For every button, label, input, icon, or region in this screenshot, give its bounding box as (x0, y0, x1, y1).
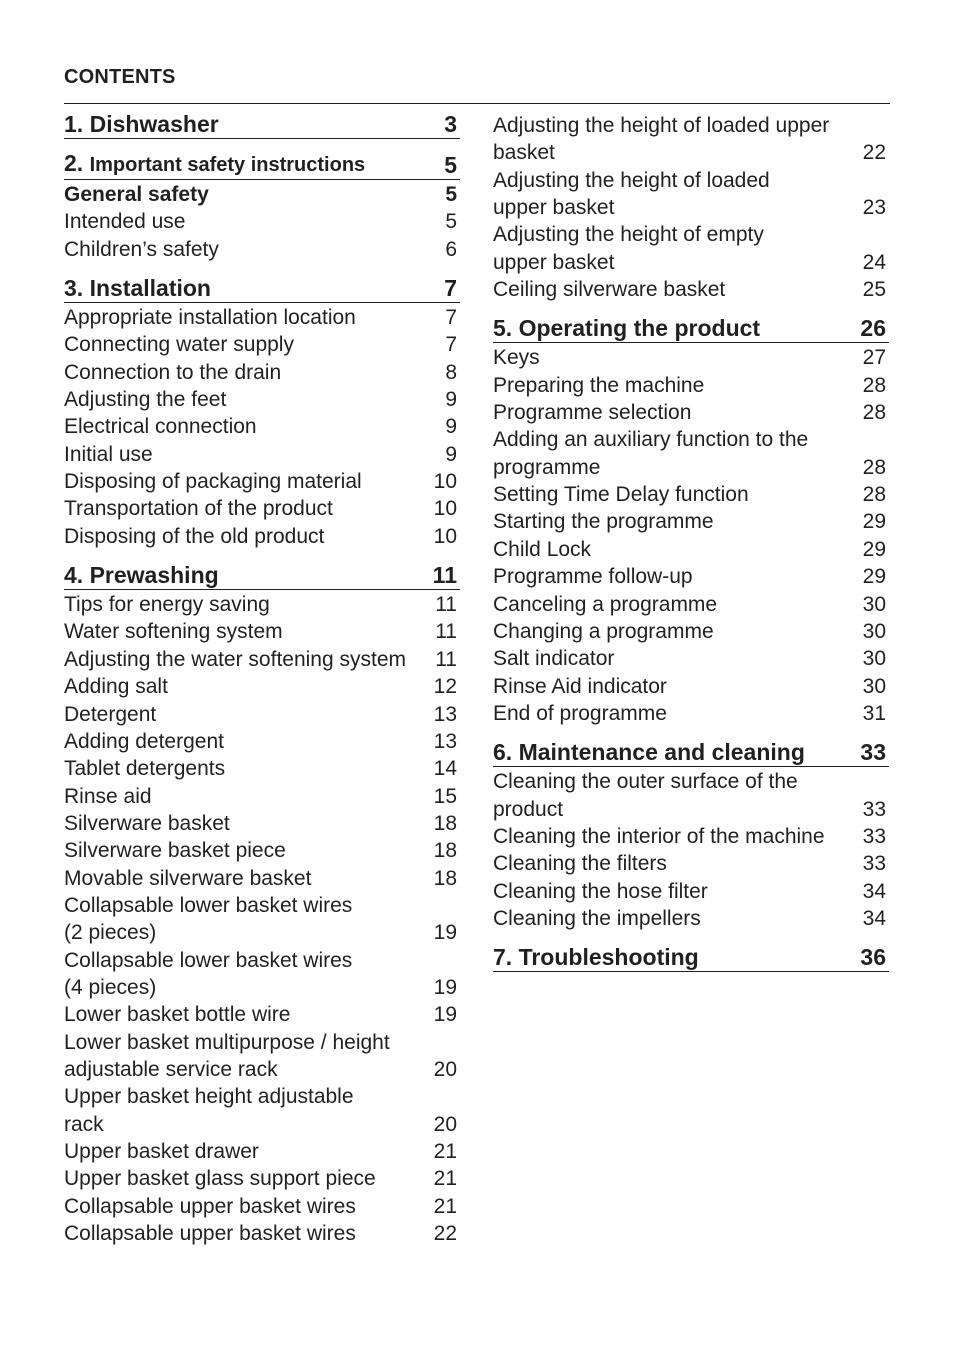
toc-entry-page: 9 (445, 388, 457, 412)
toc-entry[interactable] (64, 646, 460, 673)
toc-entry-page: 25 (862, 278, 886, 302)
section-page-number: 33 (860, 739, 886, 766)
section-title (64, 562, 219, 589)
toc-entry-page: 18 (433, 811, 457, 835)
toc-entry[interactable] (493, 426, 889, 481)
toc-entry[interactable] (64, 755, 460, 782)
toc-entry-title: Keys (493, 346, 540, 370)
toc-entry[interactable] (493, 563, 889, 590)
toc-entry[interactable] (64, 783, 460, 810)
toc-entry[interactable] (64, 304, 460, 331)
section-title-text: Dishwasher (89, 111, 219, 137)
section-title-text: Important safety instructions (89, 154, 366, 176)
toc-entry-page: 12 (433, 675, 457, 699)
toc-entry-title: Upper basket glass support piece (64, 1167, 376, 1191)
toc-entry[interactable] (64, 837, 460, 864)
toc-entry-title: Rinse Aid indicator (493, 674, 667, 698)
toc-entry-page: 5 (445, 183, 457, 206)
section-page-number: 26 (860, 315, 886, 342)
toc-section (64, 275, 460, 550)
toc-entry-title: Collapsable lower basket wires (4 pieces) (64, 948, 353, 999)
toc-entry-title: Ceiling silverware basket (493, 278, 726, 302)
toc-entry[interactable] (64, 413, 460, 440)
toc-entry-title: Upper basket height adjustable rack (64, 1085, 354, 1136)
toc-entry-title: Starting the programme (493, 510, 714, 534)
toc-entry-page: 19 (433, 1003, 457, 1027)
toc-entry-page: 14 (433, 757, 457, 781)
toc-entry-title: Disposing of packaging material (64, 470, 362, 494)
toc-entry-title: Cleaning the impellers (493, 906, 701, 930)
toc-section (493, 739, 889, 932)
toc-entry-title: Tablet detergents (64, 757, 226, 781)
section-heading[interactable] (493, 739, 889, 767)
section-number: 3. (64, 275, 84, 302)
toc-entry-title: Transportation of the product (64, 497, 333, 521)
toc-entry-title: End of programme (493, 701, 667, 725)
toc-entry[interactable] (493, 618, 889, 645)
toc-entry-page: 19 (433, 921, 457, 945)
toc-entry-title: Collapsable lower basket wires (2 pieces) (64, 893, 353, 945)
toc-entry[interactable] (64, 468, 460, 495)
toc-entry[interactable] (64, 865, 460, 892)
toc-entry-page: 22 (433, 1222, 457, 1246)
toc-entry-title: Adjusting the water softening system (64, 647, 407, 671)
toc-entry-page: 28 (862, 401, 886, 425)
toc-entry[interactable] (64, 1193, 460, 1220)
toc-entry-page: 30 (862, 647, 886, 671)
toc-entry-title: Canceling a programme (493, 592, 718, 616)
toc-entry-page: 22 (862, 141, 886, 165)
toc-entry-page: 9 (445, 442, 457, 466)
toc-entry-page: 21 (433, 1167, 457, 1191)
toc-entry-title: General safety (64, 183, 209, 206)
section-title (493, 739, 805, 766)
toc-entry[interactable] (64, 1138, 460, 1165)
toc-entry[interactable] (493, 645, 889, 672)
section-heading[interactable] (493, 944, 889, 972)
toc-section (493, 112, 889, 303)
toc-section (493, 315, 889, 727)
section-number: 1. (64, 111, 84, 137)
toc-entry-title: Collapsable upper basket wires (64, 1194, 356, 1218)
toc-entry-page: 33 (862, 852, 886, 876)
toc-entry[interactable] (64, 1220, 460, 1247)
toc-entry[interactable] (64, 331, 460, 358)
toc-entry-title: Water softening system (64, 620, 283, 644)
toc-entry-page: 15 (433, 784, 457, 808)
section-title (64, 150, 365, 179)
toc-entry[interactable] (64, 236, 460, 263)
toc-entry-title: Collapsable upper basket wires (64, 1222, 356, 1246)
section-number: 5. (493, 315, 513, 342)
toc-entry[interactable] (64, 673, 460, 700)
toc-item-list (64, 591, 460, 1247)
toc-entry-page: 34 (862, 879, 886, 903)
toc-column-right (493, 111, 889, 984)
toc-entry-page: 7 (445, 306, 457, 330)
toc-entry-page: 5 (445, 210, 457, 234)
toc-entry-title: Adding salt (64, 675, 168, 699)
toc-entry[interactable] (493, 823, 889, 850)
toc-entry-title: Disposing of the old product (64, 524, 325, 548)
toc-entry-page: 20 (433, 1057, 457, 1081)
toc-entry[interactable] (493, 878, 889, 905)
toc-entry-page: 33 (862, 824, 886, 848)
toc-entry-title: Adding an auxiliary function to the programme (493, 428, 809, 479)
toc-entry-title: Child Lock (493, 537, 592, 561)
section-title (493, 944, 699, 971)
section-title (64, 111, 219, 138)
toc-entry[interactable] (493, 673, 889, 700)
toc-entry-page: 29 (862, 510, 886, 534)
toc-entry[interactable] (64, 591, 460, 618)
toc-entry-title: Connection to the drain (64, 360, 282, 384)
section-heading[interactable] (64, 562, 460, 590)
toc-entry[interactable] (64, 386, 460, 413)
toc-entry-title: Adjusting the feet (64, 388, 227, 412)
toc-entry[interactable] (64, 810, 460, 837)
toc-entry-title: Connecting water supply (64, 333, 294, 357)
section-heading[interactable] (493, 315, 889, 343)
toc-entry-title: Cleaning the outer surface of the product (493, 770, 798, 821)
toc-entry-title: Silverware basket piece (64, 839, 286, 863)
toc-entry-page: 11 (435, 593, 457, 617)
toc-entry-page: 28 (862, 373, 886, 397)
toc-entry[interactable] (493, 276, 889, 303)
toc-entry-page: 23 (862, 196, 886, 220)
toc-entry-title: Cleaning the filters (493, 852, 667, 876)
toc-entry[interactable] (64, 728, 460, 755)
toc-entry[interactable] (493, 700, 889, 727)
section-title-text: Maintenance and cleaning (518, 739, 805, 766)
toc-entry-page: 13 (433, 729, 457, 753)
toc-item-list (493, 344, 889, 727)
section-page-number: 36 (860, 944, 886, 971)
toc-entry[interactable] (493, 768, 889, 823)
toc-entry[interactable] (493, 399, 889, 426)
toc-entry-page: 30 (862, 619, 886, 643)
toc-entry-title: Initial use (64, 442, 153, 466)
toc-entry-page: 33 (862, 797, 886, 821)
section-title-text: Troubleshooting (518, 944, 699, 971)
section-title (64, 275, 211, 302)
toc-item-list (493, 112, 889, 303)
toc-entry[interactable] (64, 618, 460, 645)
toc-entry-page: 19 (433, 975, 457, 999)
toc-entry[interactable] (493, 221, 889, 276)
toc-entry-page: 8 (445, 360, 457, 384)
toc-entry[interactable] (493, 372, 889, 399)
toc-entry[interactable] (64, 701, 460, 728)
toc-entry-page: 21 (433, 1194, 457, 1218)
toc-entry[interactable] (493, 905, 889, 932)
toc-entry-title: Lower basket bottle wire (64, 1003, 291, 1027)
section-heading[interactable] (64, 111, 460, 139)
toc-entry-title: Setting Time Delay function (493, 483, 749, 507)
toc-entry[interactable] (493, 508, 889, 535)
toc-entry-title: Lower basket multipurpose / height adjustable service rack (64, 1030, 390, 1081)
toc-entry-title: Cleaning the hose filter (493, 879, 708, 903)
toc-entry-title: Adjusting the height of loaded upper basket (493, 114, 830, 165)
toc-entry-title: Electrical connection (64, 415, 257, 439)
toc-entry[interactable] (64, 1165, 460, 1192)
toc-entry-page: 30 (862, 592, 886, 616)
toc-entry-page: 18 (433, 866, 457, 890)
toc-entry-title: Children’s safety (64, 237, 219, 261)
divider (64, 103, 890, 104)
toc-entry-page: 20 (433, 1112, 457, 1136)
section-number: 4. (64, 562, 84, 589)
toc-section (64, 562, 460, 1247)
section-page-number: 5 (444, 152, 457, 178)
toc-entry[interactable] (493, 536, 889, 563)
toc-entry-title: Adding detergent (64, 729, 224, 753)
toc-entry[interactable] (493, 481, 889, 508)
toc-entry-title: Preparing the machine (493, 373, 705, 397)
toc-entry-page: 21 (433, 1140, 457, 1163)
toc-entry-page: 27 (862, 346, 886, 370)
section-page-number: 7 (444, 275, 457, 302)
toc-entry[interactable] (64, 208, 460, 235)
toc-entry[interactable] (493, 167, 889, 222)
section-title-text: Prewashing (89, 562, 219, 589)
toc-entry-title: Silverware basket (64, 811, 230, 835)
toc-entry[interactable] (64, 181, 460, 208)
section-number: 7. (493, 944, 513, 971)
toc-entry[interactable] (493, 591, 889, 618)
toc-entry[interactable] (64, 1029, 460, 1084)
toc-entry[interactable] (493, 850, 889, 877)
toc-entry-title: Programme follow-up (493, 565, 693, 589)
toc-entry-title: Rinse aid (64, 784, 152, 808)
toc-entry-page: 11 (435, 620, 457, 644)
toc-entry[interactable] (64, 441, 460, 468)
toc-entry-title: Adjusting the height of empty upper basket (493, 223, 764, 274)
toc-entry-title: Detergent (64, 702, 157, 726)
toc-entry-title: Cleaning the interior of the machine (493, 824, 825, 848)
toc-entry-page: 24 (862, 250, 886, 274)
section-title-text: Installation (89, 275, 211, 302)
toc-entry-page: 18 (433, 839, 457, 863)
toc-entry-page: 10 (433, 497, 457, 521)
toc-entry-title: Appropriate installation location (64, 306, 356, 330)
toc-entry[interactable] (64, 1083, 460, 1138)
page-title: CONTENTS (64, 66, 176, 88)
toc-entry-title: Programme selection (493, 401, 692, 425)
toc-entry-page: 13 (433, 702, 457, 726)
toc-entry[interactable] (64, 1001, 460, 1028)
toc-entry-page: 9 (445, 415, 457, 439)
toc-entry[interactable] (64, 359, 460, 386)
toc-entry-page: 30 (862, 674, 886, 698)
toc-entry-page: 10 (433, 524, 457, 548)
toc-entry-title: Salt indicator (493, 647, 615, 671)
toc-entry-page: 28 (862, 455, 886, 479)
toc-entry-title: Changing a programme (493, 619, 714, 643)
toc-entry[interactable] (64, 495, 460, 522)
section-title-text: Operating the product (518, 315, 761, 342)
toc-entry-title: Upper basket drawer (64, 1140, 259, 1163)
toc-entry-page: 34 (862, 906, 886, 930)
toc-entry[interactable] (64, 947, 460, 1002)
toc-item-list (493, 768, 889, 932)
toc-entry-title: Tips for energy saving (64, 593, 270, 617)
toc-entry-page: 6 (445, 237, 457, 261)
toc-entry-title: Intended use (64, 210, 186, 234)
toc-entry-page: 10 (433, 470, 457, 494)
section-page-number: 3 (444, 111, 457, 137)
toc-entry-title: Adjusting the height of loaded upper basket (493, 168, 770, 220)
section-number: 2. (64, 150, 84, 176)
toc-item-list (64, 181, 460, 263)
toc-section (64, 150, 460, 263)
toc-entry-title: Movable silverware basket (64, 866, 312, 890)
toc-entry[interactable] (64, 523, 460, 550)
toc-entry-page: 11 (435, 647, 457, 671)
toc-entry-page: 29 (862, 565, 886, 589)
toc-entry-page: 28 (862, 483, 886, 507)
toc-entry-page: 7 (445, 333, 457, 357)
section-heading[interactable] (64, 275, 460, 303)
toc-entry[interactable] (493, 112, 889, 167)
section-title (493, 315, 760, 342)
toc-entry[interactable] (64, 892, 460, 947)
toc-section (493, 944, 889, 972)
toc-entry-page: 29 (862, 537, 886, 561)
section-number: 6. (493, 739, 513, 766)
toc-column-left (64, 111, 460, 1259)
toc-item-list (64, 304, 460, 550)
toc-section (64, 111, 460, 139)
toc-entry-page: 31 (862, 701, 886, 725)
section-heading[interactable] (64, 150, 460, 180)
toc-entry[interactable] (493, 344, 889, 371)
section-page-number: 11 (432, 562, 457, 589)
